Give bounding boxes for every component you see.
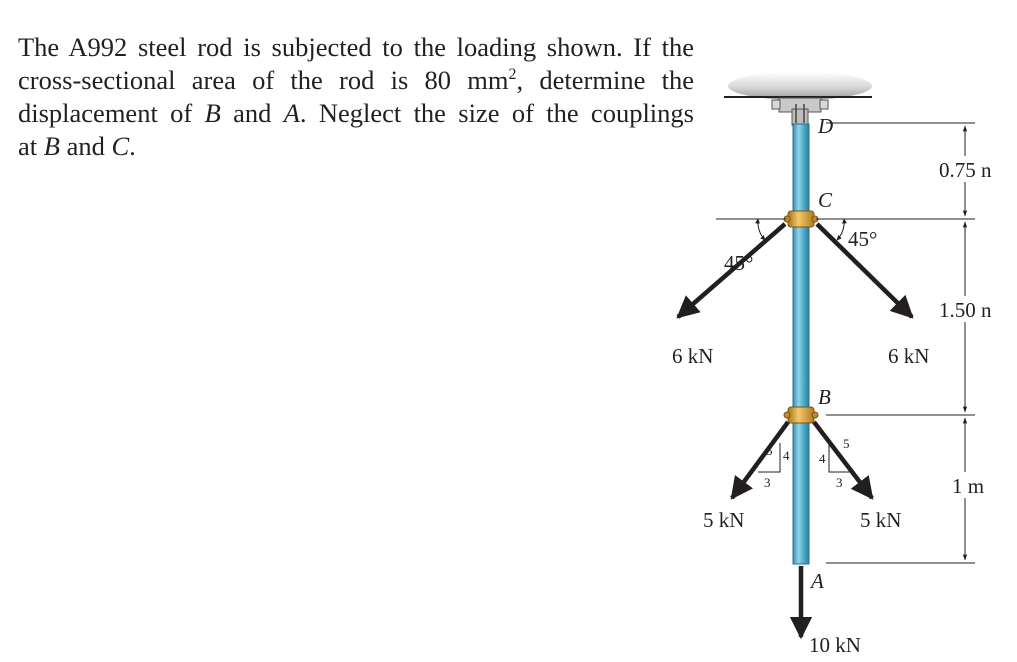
dimension-label-dc: 0.75 n xyxy=(939,158,992,182)
problem-text: cross-sectional area of the rod is 80 mm xyxy=(18,65,509,95)
point-ref: B xyxy=(43,131,60,161)
point-ref: C xyxy=(111,131,130,161)
angle-label-left: 45° xyxy=(724,251,754,275)
slope-vert-right: 4 xyxy=(819,451,826,466)
problem-text: , determine the xyxy=(516,65,695,95)
angle-arc-right xyxy=(837,219,844,240)
dimension-label-cb: 1.50 n xyxy=(939,298,992,322)
load-label-b-right: 5 kN xyxy=(860,508,902,532)
dimension-label-ba: 1 m xyxy=(952,474,985,498)
problem-text: displacement of xyxy=(18,98,205,128)
coupling-c xyxy=(784,211,818,227)
angle-label-right: 45° xyxy=(848,227,878,251)
bracket-ear-left xyxy=(772,100,780,109)
problem-text: . xyxy=(129,131,136,161)
point-ref: B xyxy=(204,98,221,128)
ceiling-shadow xyxy=(728,72,872,100)
load-label-c-left: 6 kN xyxy=(672,344,714,368)
problem-text: . Neglect the size of the couplings xyxy=(299,98,694,128)
problem-text: and xyxy=(59,131,112,161)
angle-arc-left xyxy=(758,219,765,240)
ceiling-support xyxy=(724,72,872,125)
point-label-d: D xyxy=(818,114,834,138)
problem-line-1: The A992 steel rod is subjected to the loading shown. If the xyxy=(18,32,694,62)
problem-text: and xyxy=(220,98,284,128)
bracket-ear-right xyxy=(820,100,828,109)
problem-text: at xyxy=(18,131,44,161)
load-label-b-left: 5 kN xyxy=(703,508,745,532)
point-label-b: B xyxy=(818,385,831,409)
superscript: 2 xyxy=(508,66,517,84)
slope-hyp-left: 5 xyxy=(766,443,773,458)
point-label-a: A xyxy=(811,569,824,593)
slope-hyp-right: 5 xyxy=(843,436,850,451)
point-ref: A xyxy=(283,98,300,128)
load-label-c-right: 6 kN xyxy=(888,344,930,368)
steel-rod xyxy=(793,124,809,564)
bracket-clevis xyxy=(792,109,808,125)
slope-horiz-right: 3 xyxy=(836,475,843,490)
slope-vert-left: 4 xyxy=(783,448,790,463)
point-label-c: C xyxy=(818,188,833,212)
coupling-b xyxy=(784,407,818,423)
load-label-a: 10 kN xyxy=(809,633,861,657)
slope-horiz-left: 3 xyxy=(764,475,771,490)
